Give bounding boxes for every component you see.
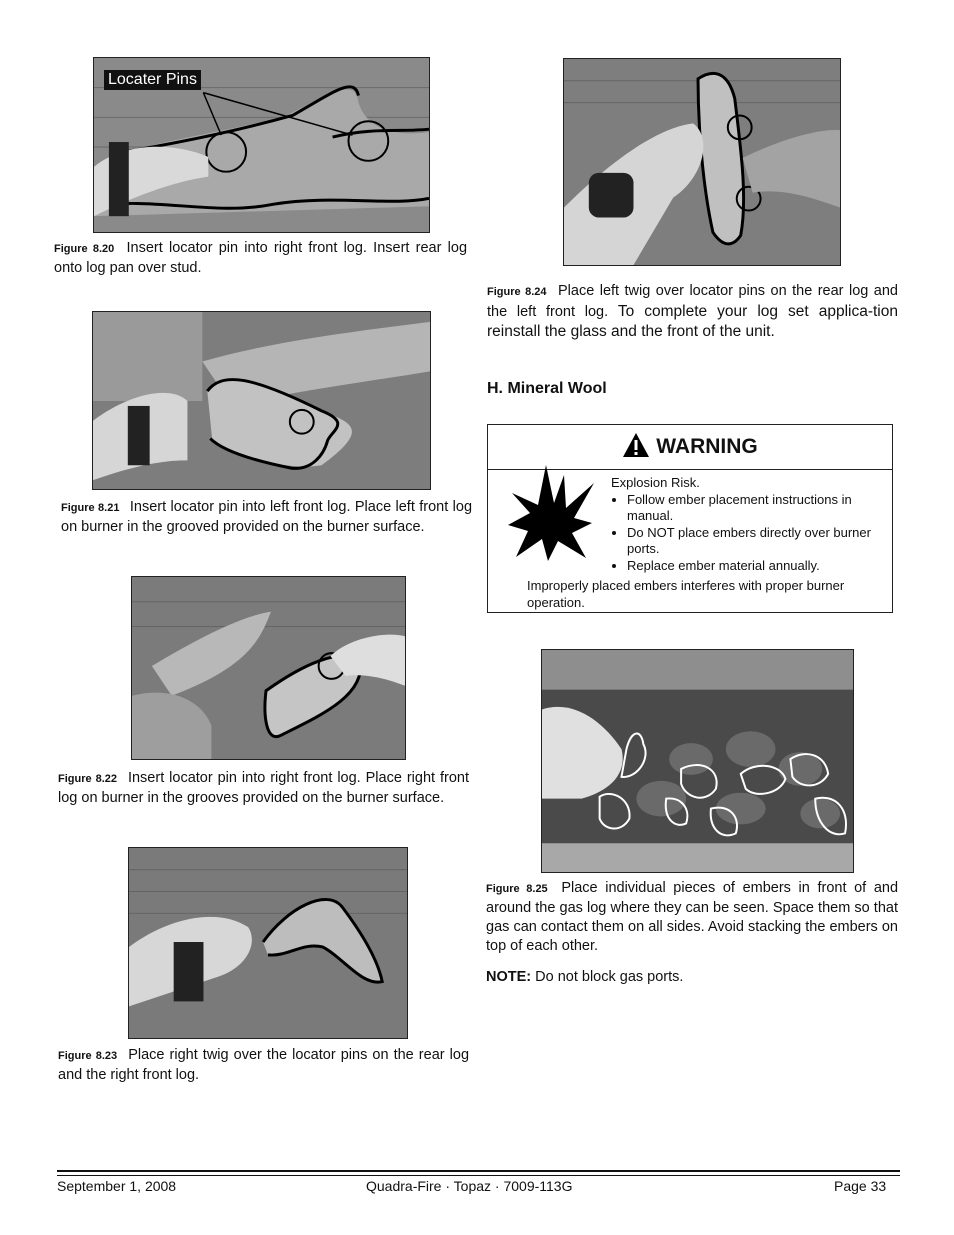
footer-document: Quadra-Fire · Topaz · 7009-113G [366, 1178, 573, 1194]
footer-page-number: Page 33 [834, 1178, 887, 1194]
footer-rule-thin [57, 1175, 900, 1176]
footer-rule [57, 1170, 900, 1172]
figure-number: Figure 8.25 [486, 883, 548, 895]
explosion-icon [506, 463, 596, 563]
warning-item: • Replace ember material annually. [627, 558, 881, 575]
note-text: Do not block gas ports. [535, 969, 684, 985]
section-heading: H. Mineral Wool [487, 380, 607, 397]
caption-text: Insert locator pin into right front log. Insert rear log onto log pan over stud. [54, 240, 468, 276]
warning-triangle-icon [622, 432, 650, 463]
note [486, 968, 898, 987]
warning-item: • Follow ember placement instructions in manual. [627, 492, 881, 525]
note-label: NOTE: [486, 969, 532, 985]
figure-8-23-photo [128, 847, 408, 1039]
footer-date: September 1, 2008 [57, 1178, 177, 1194]
caption-text: Place left twig over locator pins on the rear log and the left front log. [487, 283, 898, 320]
caption-text-continued: To complete your log set applica-tion reinstall the glass and the front of the unit. [487, 303, 898, 340]
figure-number: Figure 8.22 [58, 773, 117, 785]
figure-8-23-caption [58, 1046, 469, 1085]
warning-risk: Explosion Risk. [611, 475, 700, 490]
figure-8-21-caption [61, 498, 472, 537]
warning-list [611, 492, 881, 575]
caption-text: Place individual pieces of embers in front of and around the gas log where they can be seen. Space them so that gas can contact them on all sides. Avoid stacking the embers on top of each other. [486, 880, 899, 954]
figure-8-20-caption [54, 239, 467, 278]
figure-8-21-photo [92, 311, 431, 490]
warning-footer: Improperly placed embers interferes with proper burner operation. [527, 578, 845, 610]
figure-number: Figure 8.23 [58, 1050, 118, 1062]
warning-title: WARNING [656, 435, 758, 458]
caption-text: Insert locator pin into right front log. Place right front log on burner in the grooves provided on the burner surface. [58, 770, 470, 806]
caption-text: Insert locator pin into left front log. Place left front log on burner in the grooved provided on the burner surface. [61, 499, 473, 535]
warning-body [611, 475, 881, 574]
figure-8-24-caption [487, 281, 898, 342]
locater-pins-label: Locater Pins [104, 70, 201, 90]
warning-item: • Do NOT place embers directly over burner ports. [627, 525, 881, 558]
caption-text: Place right twig over the locator pins on the rear log and the right front log. [58, 1047, 470, 1083]
figure-8-22-caption [58, 769, 469, 808]
figure-8-22-photo [131, 576, 406, 760]
figure-8-24-photo [563, 58, 841, 266]
figure-8-25-caption [486, 879, 898, 956]
figure-8-25-photo [541, 649, 854, 873]
figure-number: Figure 8.24 [487, 286, 547, 298]
figure-8-20-photo [93, 57, 430, 233]
figure-number: Figure 8.20 [54, 243, 115, 255]
warning-box [487, 424, 893, 613]
figure-number: Figure 8.21 [61, 502, 120, 514]
